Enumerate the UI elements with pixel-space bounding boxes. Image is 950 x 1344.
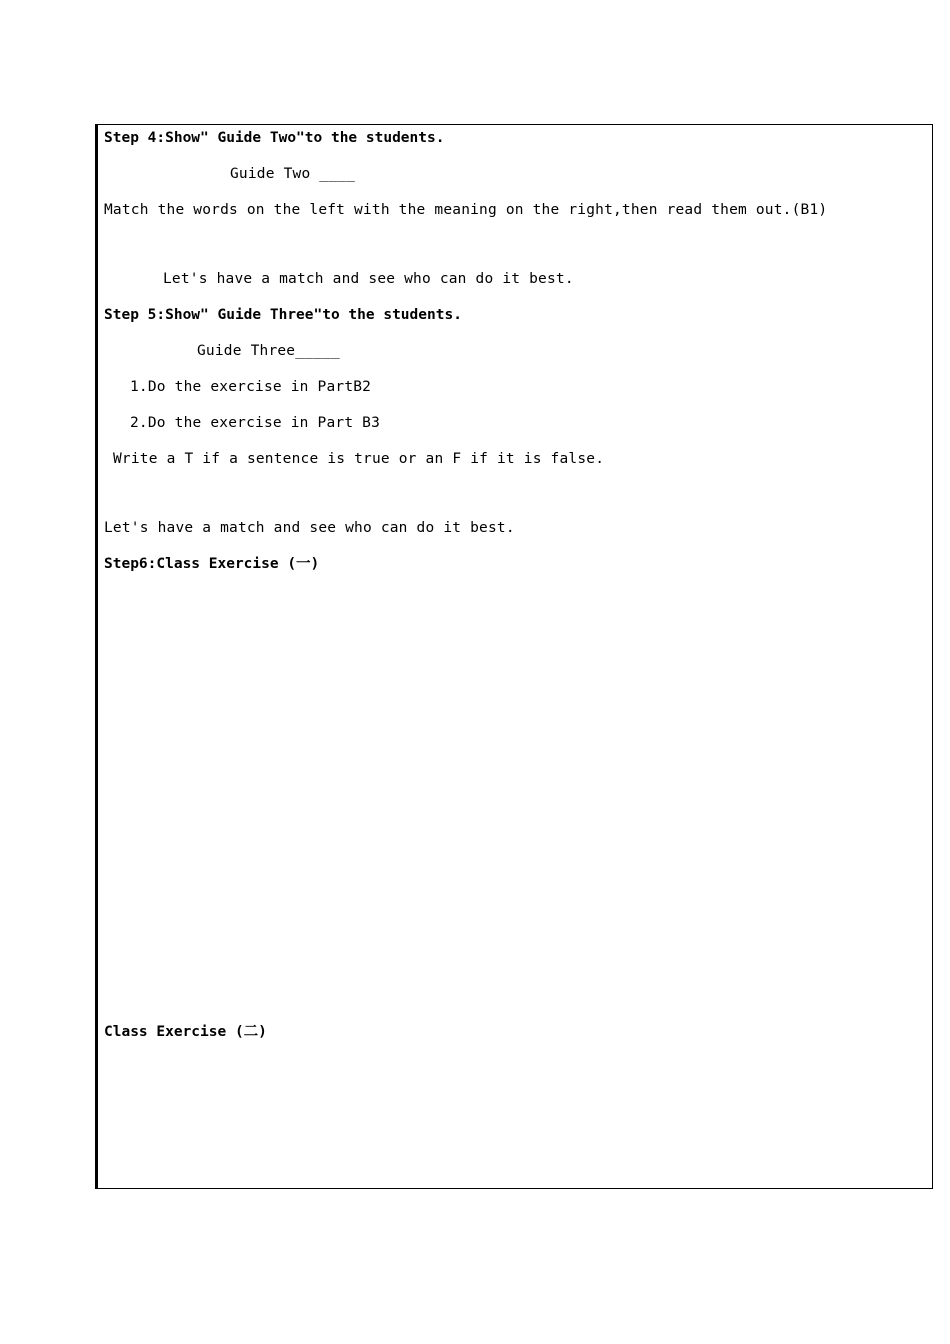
step4-heading: Step 4:Show" Guide Two"to the students. [104, 130, 445, 146]
exercise-item-2: 2.Do the exercise in Part B3 [130, 415, 381, 431]
match-instruction: Match the words on the left with the meaning on the right,then read them out.(B1) [104, 202, 828, 218]
match-prompt-1: Let's have a match and see who can do it best. [163, 271, 574, 287]
class-exercise-2-heading: Class Exercise (二) [104, 1024, 267, 1040]
true-false-instruction: Write a T if a sentence is true or an F if it is false. [113, 451, 605, 467]
guide-three-title: Guide Three_____ [197, 343, 340, 359]
step6-heading: Step6:Class Exercise (一) [104, 556, 320, 572]
step5-heading: Step 5:Show" Guide Three"to the students. [104, 307, 462, 323]
exercise-item-1: 1.Do the exercise in PartB2 [130, 379, 372, 395]
match-prompt-2: Let's have a match and see who can do it best. [104, 520, 515, 536]
guide-two-title: Guide Two ____ [230, 166, 356, 182]
